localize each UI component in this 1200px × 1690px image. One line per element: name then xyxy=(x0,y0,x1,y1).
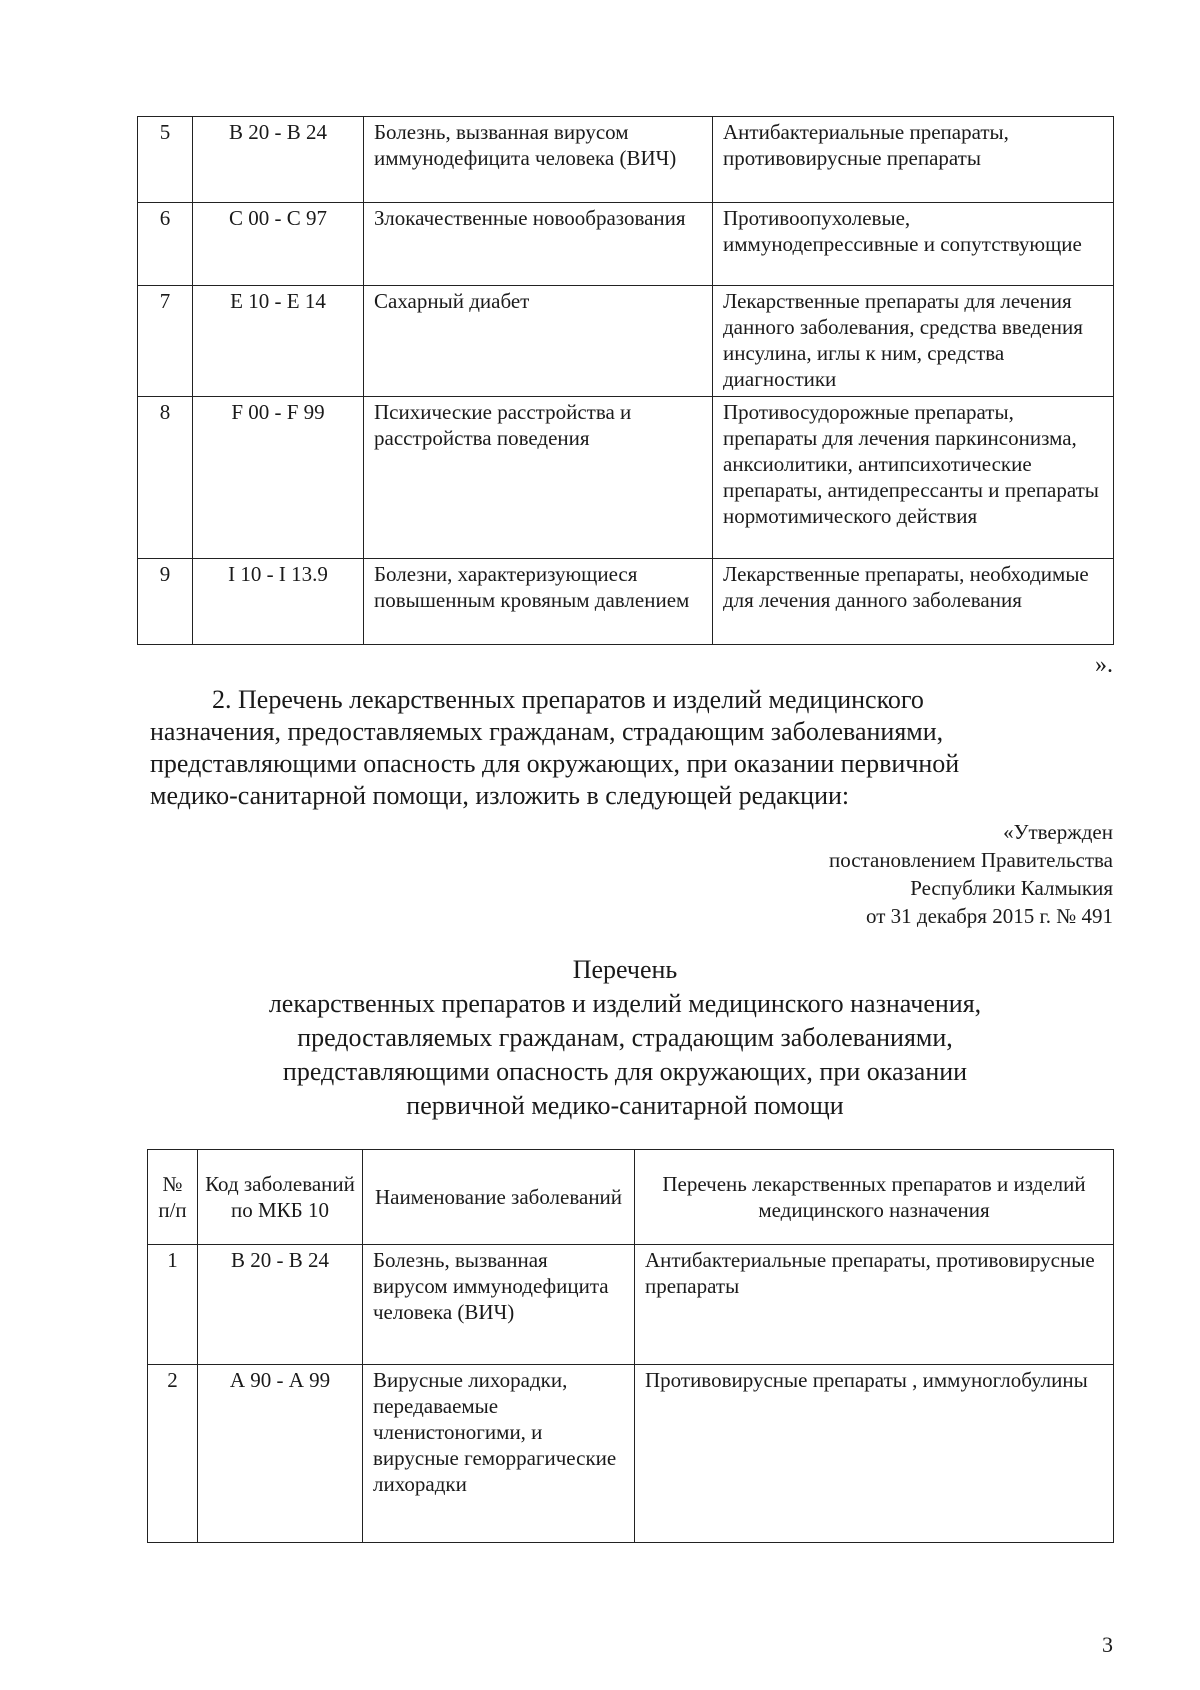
row-number: 5 xyxy=(138,117,193,203)
paragraph-line: представляющими опасность для окружающих, при оказании первичной xyxy=(150,749,960,778)
disease-name: Болезнь, вызванная вирусом иммунодефицита человека (ВИЧ) xyxy=(364,117,713,203)
row-number: 9 xyxy=(138,559,193,645)
drug-list: Противоопухолевые, иммунодепрессивные и сопутствующие xyxy=(713,203,1114,286)
row-number: 8 xyxy=(138,397,193,559)
table-row xyxy=(148,1245,1114,1365)
row-number: 1 xyxy=(148,1245,198,1365)
row-number: 7 xyxy=(138,286,193,397)
icd-code: С 00 - С 97 xyxy=(193,203,364,286)
table-row xyxy=(138,397,1114,559)
icd-code: F 00 - F 99 xyxy=(193,397,364,559)
table-row xyxy=(138,203,1114,286)
icd-code: В 20 - В 24 xyxy=(193,117,364,203)
disease-name: Вирусные лихорадки, передаваемые членистоногими, и вирусные геморрагические лихорадки xyxy=(363,1365,635,1543)
disease-name: Болезнь, вызванная вирусом иммунодефицита человека (ВИЧ) xyxy=(363,1245,635,1365)
title-line: представляющими опасность для окружающих, при оказании xyxy=(282,1057,968,1086)
approval-line: «Утвержден xyxy=(1003,820,1113,844)
table-row xyxy=(138,559,1114,645)
header-num: № п/п xyxy=(148,1150,198,1245)
header-name: Наименование заболеваний xyxy=(363,1150,635,1245)
drug-list: Противовирусные препараты , иммуноглобулины xyxy=(635,1365,1114,1543)
drug-list: Лекарственные препараты, необходимые для лечения данного заболевания xyxy=(713,559,1114,645)
paragraph-line: 2. Перечень лекарственных препаратов и изделий медицинского xyxy=(212,685,924,714)
list-title xyxy=(137,953,1113,1123)
drug-list: Противосудорожные препараты, препараты для лечения паркинсонизма, анксиолитики, антипсихотические препараты, антидепрессанты и препараты нормотимического действия xyxy=(713,397,1114,559)
page-number: 3 xyxy=(1102,1632,1113,1657)
title-line: лекарственных препаратов и изделий медицинского назначения, xyxy=(268,989,982,1018)
title-line: предоставляемых гражданам, страдающим заболеваниями, xyxy=(297,1023,953,1052)
disease-name: Злокачественные новообразования xyxy=(364,203,713,286)
closing-quote: ». xyxy=(1095,652,1113,678)
row-number: 2 xyxy=(148,1365,198,1543)
approval-line: Республики Калмыкия xyxy=(910,876,1113,900)
disease-drug-table xyxy=(147,1149,1114,1543)
row-number: 6 xyxy=(138,203,193,286)
disease-name: Психические расстройства и расстройства поведения xyxy=(364,397,713,559)
header-code: Код заболеваний по МКБ 10 xyxy=(198,1150,363,1245)
amendment-paragraph xyxy=(150,684,1113,812)
approval-line: от 31 декабря 2015 г. № 491 xyxy=(866,904,1113,928)
paragraph-line: назначения, предоставляемых гражданам, страдающим заболеваниями, xyxy=(150,717,944,746)
table-row xyxy=(148,1365,1114,1543)
table-header-row xyxy=(148,1150,1114,1245)
icd-code: В 20 - В 24 xyxy=(198,1245,363,1365)
icd-code: А 90 - А 99 xyxy=(198,1365,363,1543)
drug-list: Лекарственные препараты для лечения данного заболевания, средства введения инсулина, иглы к ним, средства диагностики xyxy=(713,286,1114,397)
table-row xyxy=(138,286,1114,397)
header-drugs: Перечень лекарственных препаратов и изделий медицинского назначения xyxy=(635,1150,1114,1245)
approval-stamp xyxy=(829,818,1113,930)
drug-list: Антибактериальные препараты, противовирусные препараты xyxy=(635,1245,1114,1365)
disease-name: Болезни, характеризующиеся повышенным кровяным давлением xyxy=(364,559,713,645)
continued-disease-table xyxy=(137,116,1114,645)
table-row xyxy=(138,117,1114,203)
disease-name: Сахарный диабет xyxy=(364,286,713,397)
title-line: первичной медико-санитарной помощи xyxy=(406,1091,844,1120)
paragraph-line: медико-санитарной помощи, изложить в следующей редакции: xyxy=(150,781,850,810)
icd-code: Е 10 - Е 14 xyxy=(193,286,364,397)
approval-line: постановлением Правительства xyxy=(828,848,1113,872)
drug-list: Антибактериальные препараты, противовирусные препараты xyxy=(713,117,1114,203)
icd-code: I 10 - I 13.9 xyxy=(193,559,364,645)
title-line: Перечень xyxy=(572,955,678,984)
